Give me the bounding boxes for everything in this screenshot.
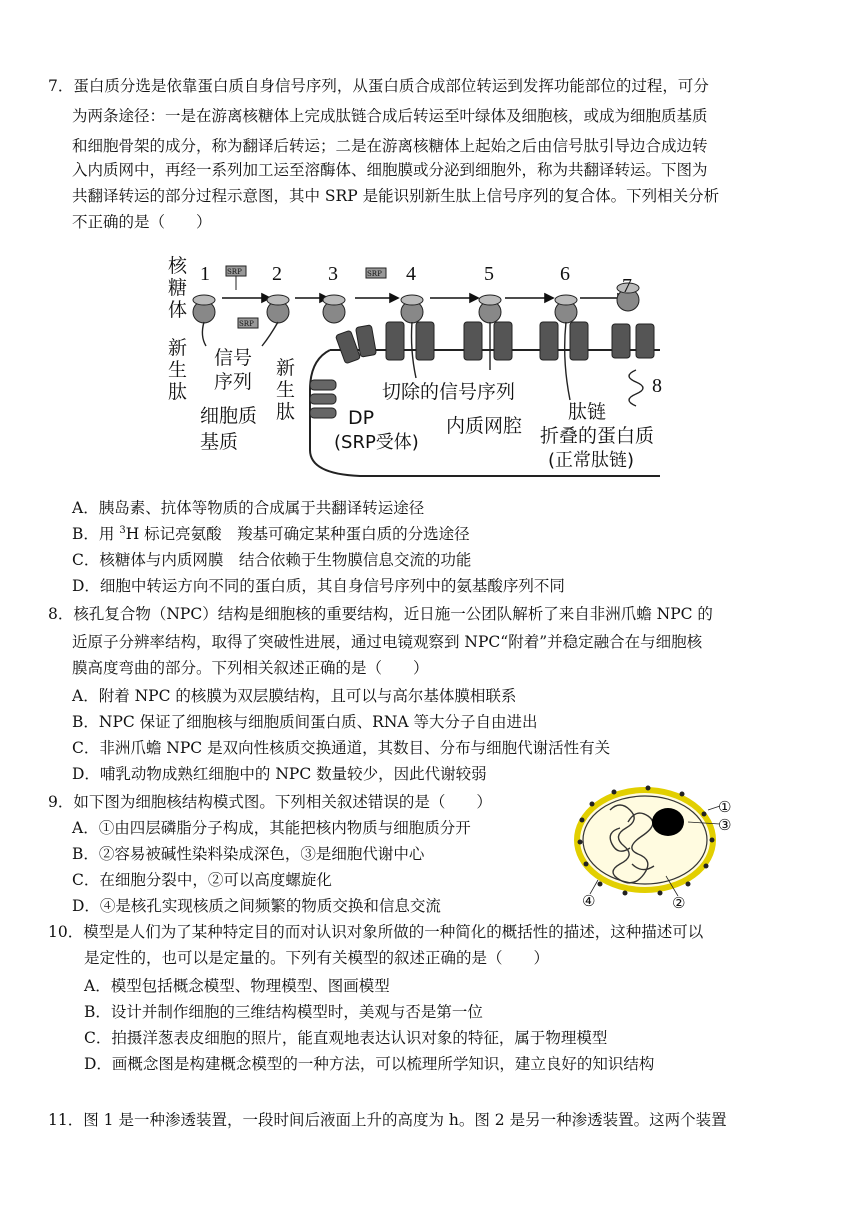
q8-stem-line-3: 膜高度弯曲的部分。下列相关叙述正确的是（ ） xyxy=(72,659,429,677)
svg-text:生: 生 xyxy=(168,359,188,381)
svg-text:肽: 肽 xyxy=(168,381,188,403)
svg-text:体: 体 xyxy=(168,299,188,321)
svg-text:1: 1 xyxy=(200,263,210,285)
q9-stem: 9．如下图为细胞核结构模式图。下列相关叙述错误的是（ ） xyxy=(48,793,492,811)
q8-option-b: B．NPC 保证了细胞核与细胞质间蛋白质、RNA 等大分子自由进出 xyxy=(72,713,538,731)
q7-stem-line-5: 共翻译转运的部分过程示意图，其中 SRP 是能识别新生肽上信号序列的复合体。下列相关分析 xyxy=(72,187,720,205)
q7-option-c: C．核糖体与内质网膜 结合依赖于生物膜信息交流的功能 xyxy=(72,551,472,569)
q7-stem-line-2: 为两条途径：一是在游离核糖体上完成肽链合成后转运至叶绿体及细胞核，或成为细胞质基质 xyxy=(72,107,708,125)
q8-stem-line-2: 近原子分辨率结构，取得了突破性进展，通过电镜观察到 NPC“附着”并稳定融合在与细胞核 xyxy=(72,633,703,651)
svg-text:肽链: 肽链 xyxy=(568,401,607,423)
svg-text:①: ① xyxy=(718,798,732,816)
dp-receptor xyxy=(310,380,336,418)
svg-text:基质: 基质 xyxy=(200,431,239,453)
svg-text:DP: DP xyxy=(348,407,375,429)
q7-stem-line-4: 入内质网中，再经一系列加工运至溶酶体、细胞膜或分泌到细胞外，称为共翻译转运。下图为 xyxy=(72,161,708,179)
svg-text:SRP: SRP xyxy=(367,270,382,278)
q10-option-d: D．画概念图是构建概念模型的一种方法，可以梳理所学知识，建立良好的知识结构 xyxy=(84,1055,655,1073)
svg-text:2: 2 xyxy=(272,263,282,285)
q11-stem-line-1: 11．图 1 是一种渗透装置，一段时间后液面上升的高度为 h。图 2 是另一种渗透装置。这两个装置 xyxy=(48,1111,727,1129)
q9-option-a: A．①由四层磷脂分子构成，其能把核内物质与细胞质分开 xyxy=(72,819,471,837)
svg-text:新: 新 xyxy=(168,337,188,359)
q7-option-b: B．用 $^3$H 标记亮氨酸 羧基可确定某种蛋白质的分选途径 xyxy=(72,524,470,543)
q7-option-d: D．细胞中转运方向不同的蛋白质，其自身信号序列中的氨基酸序列不同 xyxy=(72,577,565,595)
q9-option-c: C．在细胞分裂中，②可以高度螺旋化 xyxy=(72,871,332,889)
svg-text:7: 7 xyxy=(622,275,632,297)
cotranslational-transport-diagram xyxy=(160,250,680,482)
q10-option-c: C．拍摄洋葱表皮细胞的照片，能直观地表达认识对象的特征，属于物理模型 xyxy=(84,1029,608,1047)
svg-text:肽: 肽 xyxy=(276,401,296,423)
q8-option-d: D．哺乳动物成熟红细胞中的 NPC 数量较少，因此代谢较弱 xyxy=(72,765,487,783)
ribosome-icons xyxy=(193,283,639,323)
svg-text:6: 6 xyxy=(560,263,570,285)
svg-text:SRP: SRP xyxy=(227,268,242,276)
svg-text:生: 生 xyxy=(276,379,296,401)
svg-text:④: ④ xyxy=(582,892,596,910)
q8-stem-line-1: 8．核孔复合物（NPC）结构是细胞核的重要结构，近日施一公团队解析了来自非洲爪蟾 NPC 的 xyxy=(48,605,713,623)
q10-stem-line-1: 10．模型是人们为了某种特定目的而对认识对象所做的一种简化的概括性的描述，这种描述可以 xyxy=(48,923,704,941)
svg-text:切除的信号序列: 切除的信号序列 xyxy=(382,381,516,403)
svg-text:信号: 信号 xyxy=(214,347,253,369)
svg-text:3: 3 xyxy=(328,263,338,285)
svg-text:新: 新 xyxy=(276,357,296,379)
q7-stem-line-3: 和细胞骨架的成分，称为翻译后转运；二是在游离核糖体上起始之后由信号肽引导边合成边转 xyxy=(72,137,708,155)
svg-text:糖: 糖 xyxy=(168,277,188,299)
svg-text:序列: 序列 xyxy=(214,371,253,393)
nucleus-structure-diagram xyxy=(570,780,740,914)
q7-stem-line-1: 7．蛋白质分选是依靠蛋白质自身信号序列，从蛋白质合成部位转运到发挥功能部位的过程，可分 xyxy=(48,77,709,95)
svg-text:4: 4 xyxy=(406,263,416,285)
svg-text:8: 8 xyxy=(652,375,662,397)
q10-option-b: B．设计并制作细胞的三维结构模型时，美观与否是第一位 xyxy=(84,1003,483,1021)
nucleolus xyxy=(652,808,684,836)
svg-text:折叠的蛋白质: 折叠的蛋白质 xyxy=(540,425,655,447)
q8-option-c: C．非洲爪蟾 NPC 是双向性核质交换通道，其数目、分布与细胞代谢活性有关 xyxy=(72,739,611,757)
svg-text:②: ② xyxy=(672,894,686,912)
q10-option-a: A．模型包括概念模型、物理模型、图画模型 xyxy=(84,977,390,995)
translocon-blocks xyxy=(335,322,654,364)
svg-text:内质网腔: 内质网腔 xyxy=(446,415,523,437)
srp-tags xyxy=(226,266,386,328)
svg-text:细胞质: 细胞质 xyxy=(200,405,258,427)
q9-option-d: D．④是核孔实现核质之间频繁的物质交换和信息交流 xyxy=(72,897,441,915)
svg-text:5: 5 xyxy=(484,263,494,285)
svg-text:(正常肽链): (正常肽链) xyxy=(548,450,635,471)
q8-option-a: A．附着 NPC 的核膜为双层膜结构，且可以与高尔基体膜相联系 xyxy=(72,687,517,705)
svg-text:(SRP受体): (SRP受体) xyxy=(334,432,419,453)
svg-text:SRP: SRP xyxy=(239,320,254,328)
q9-option-b: B．②容易被碱性染料染成深色，③是细胞代谢中心 xyxy=(72,845,425,863)
svg-text:③: ③ xyxy=(718,816,732,834)
svg-text:核: 核 xyxy=(168,255,188,277)
q7-option-a: A．胰岛素、抗体等物质的合成属于共翻译转运途径 xyxy=(72,499,425,517)
q10-stem-line-2: 是定性的，也可以是定量的。下列有关模型的叙述正确的是（ ） xyxy=(84,949,550,967)
q7-stem-line-6: 不正确的是（ ） xyxy=(72,213,212,231)
